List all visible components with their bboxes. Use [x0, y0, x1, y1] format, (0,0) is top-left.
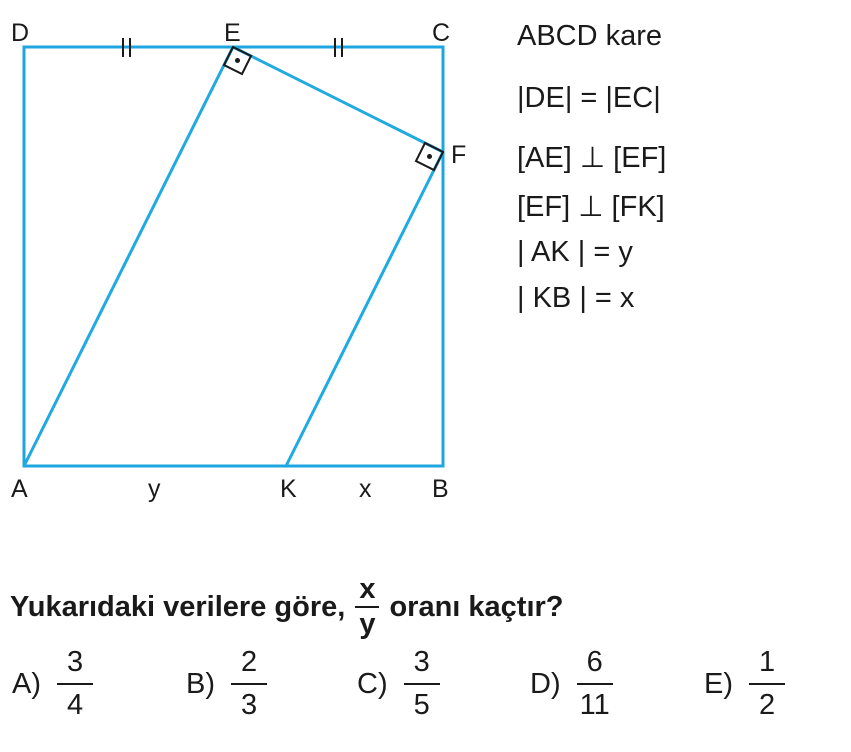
- choice-b-letter: B): [186, 667, 215, 700]
- line-ae: [24, 47, 233, 466]
- choice-e-numerator: 1: [749, 648, 785, 685]
- choice-a-letter: A): [12, 667, 41, 700]
- given-line-ae-perp-ef: [AE] ⊥ [EF]: [517, 142, 667, 174]
- given-title: ABCD kare: [517, 20, 663, 52]
- segment-label-kb: x: [359, 475, 372, 503]
- point-label-k: K: [280, 475, 297, 503]
- given-line-kb: | KB | = x: [517, 282, 635, 314]
- question-text-before: Yukarıdaki verilere göre,: [10, 590, 346, 623]
- point-label-d: D: [11, 19, 30, 47]
- choice-c[interactable]: [357, 648, 450, 720]
- choice-c-numerator: 3: [404, 648, 440, 685]
- choice-b-fraction: [231, 648, 267, 720]
- choice-d-denominator: 11: [579, 689, 610, 721]
- geometry-figure: [0, 0, 500, 520]
- square-abcd: [24, 47, 443, 466]
- right-angle-mark-e: [224, 47, 251, 74]
- line-ef: [233, 47, 443, 152]
- choice-d-numerator: 6: [577, 648, 613, 685]
- given-line-ak: | AK | = y: [517, 236, 633, 268]
- given-line-ef-perp-fk: [EF] ⊥ [FK]: [517, 191, 665, 223]
- question-fraction-denominator: y: [359, 608, 376, 640]
- question-fraction: [355, 575, 379, 639]
- choice-a-denominator: 4: [67, 689, 84, 721]
- choice-d-letter: D): [530, 667, 561, 700]
- segment-label-ak: y: [148, 475, 161, 503]
- point-label-e: E: [224, 19, 241, 47]
- choice-d[interactable]: [530, 648, 623, 720]
- choice-b-numerator: 2: [231, 648, 267, 685]
- choice-d-fraction: [577, 648, 613, 720]
- choice-a[interactable]: [12, 648, 103, 720]
- choice-e-denominator: 2: [759, 689, 776, 721]
- choice-c-denominator: 5: [413, 689, 430, 721]
- choice-e[interactable]: [704, 648, 795, 720]
- point-label-f: F: [451, 141, 467, 169]
- choice-c-fraction: [404, 648, 440, 720]
- choice-c-letter: C): [357, 667, 388, 700]
- right-angle-mark-f: [416, 143, 443, 170]
- choice-e-letter: E): [704, 667, 733, 700]
- point-label-c: C: [432, 19, 451, 47]
- point-label-a: A: [11, 475, 28, 503]
- point-label-b: B: [432, 475, 449, 503]
- line-fk: [286, 152, 443, 466]
- choice-b[interactable]: [186, 648, 277, 720]
- question-fraction-numerator: x: [355, 575, 379, 608]
- given-line-de-ec: |DE| = |EC|: [517, 82, 661, 114]
- question: [10, 575, 564, 639]
- choice-a-fraction: [57, 648, 93, 720]
- choice-b-denominator: 3: [241, 689, 258, 721]
- choice-a-numerator: 3: [57, 648, 93, 685]
- question-text-after: oranı kaçtır?: [389, 590, 564, 623]
- choice-e-fraction: [749, 648, 785, 720]
